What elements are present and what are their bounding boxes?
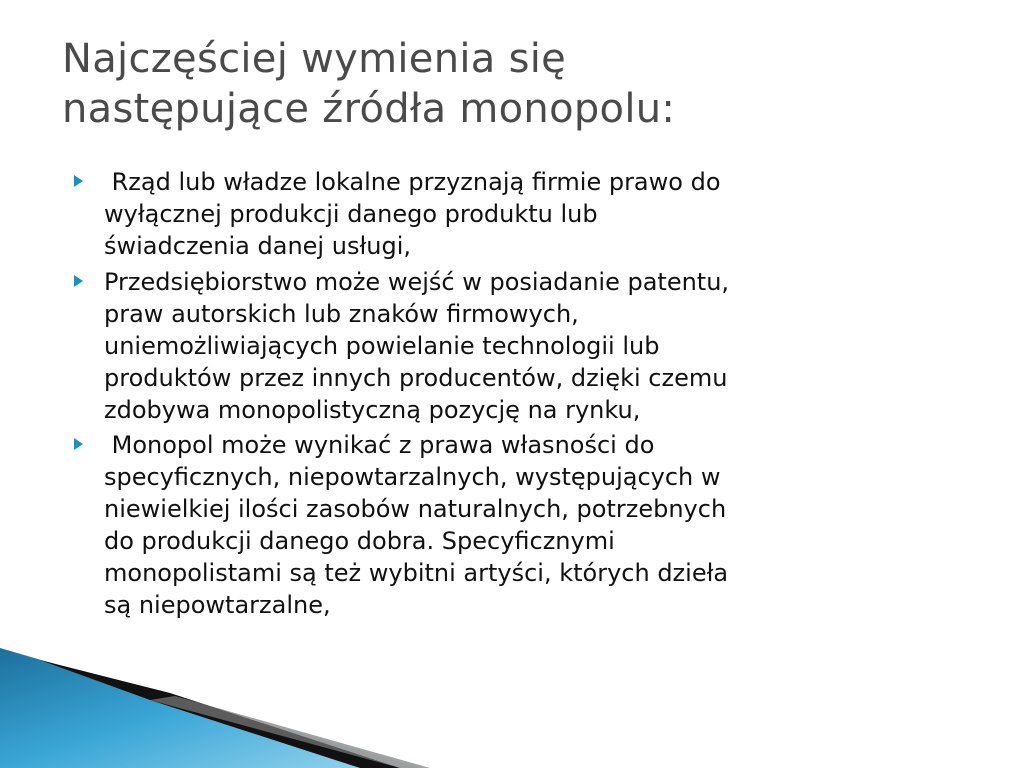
title-line: następujące źródła monopolu: bbox=[62, 86, 676, 132]
decorative-corner-graphic bbox=[0, 638, 1024, 768]
triangle-bullet-icon bbox=[74, 175, 83, 187]
bullet-line: monopolistami są też wybitni artyści, których dzieła bbox=[104, 559, 729, 587]
bullet-line: niewielkiej ilości zasobów naturalnych, potrzebnych bbox=[104, 495, 727, 523]
bullet-line: świadczenia danej usługi, bbox=[104, 232, 412, 260]
bullet-item-2 bbox=[104, 266, 964, 426]
bullet-line: zdobywa monopolistyczną pozycję na rynku, bbox=[104, 396, 641, 424]
triangle-bullet-icon bbox=[74, 438, 83, 450]
bullet-line: produktów przez innych producentów, dzięki czemu bbox=[104, 364, 728, 392]
bullet-line: wyłącznej produkcji danego produktu lub bbox=[104, 200, 598, 228]
bullet-line: specyficznych, niepowtarzalnych, występujących w bbox=[104, 463, 721, 491]
triangle-bullet-icon bbox=[74, 275, 83, 287]
bullet-item-1 bbox=[104, 166, 964, 262]
bullet-line: praw autorskich lub znaków firmowych, bbox=[104, 300, 579, 328]
bullet-line: Przedsiębiorstwo może wejść w posiadanie patentu, bbox=[104, 268, 730, 296]
slide-title bbox=[62, 34, 982, 134]
bullet-line: Rząd lub władze lokalne przyznają firmie prawo do bbox=[104, 168, 721, 196]
title-line: Najczęściej wymienia się bbox=[62, 36, 567, 82]
bullet-line: do produkcji danego dobra. Specyficznymi bbox=[104, 527, 615, 555]
bullet-line: są niepowtarzalne, bbox=[104, 591, 331, 619]
bullet-line: uniemożliwiających powielanie technologii lub bbox=[104, 332, 660, 360]
bullet-item-3 bbox=[104, 429, 964, 621]
bullet-line: Monopol może wynikać z prawa własności do bbox=[104, 431, 655, 459]
